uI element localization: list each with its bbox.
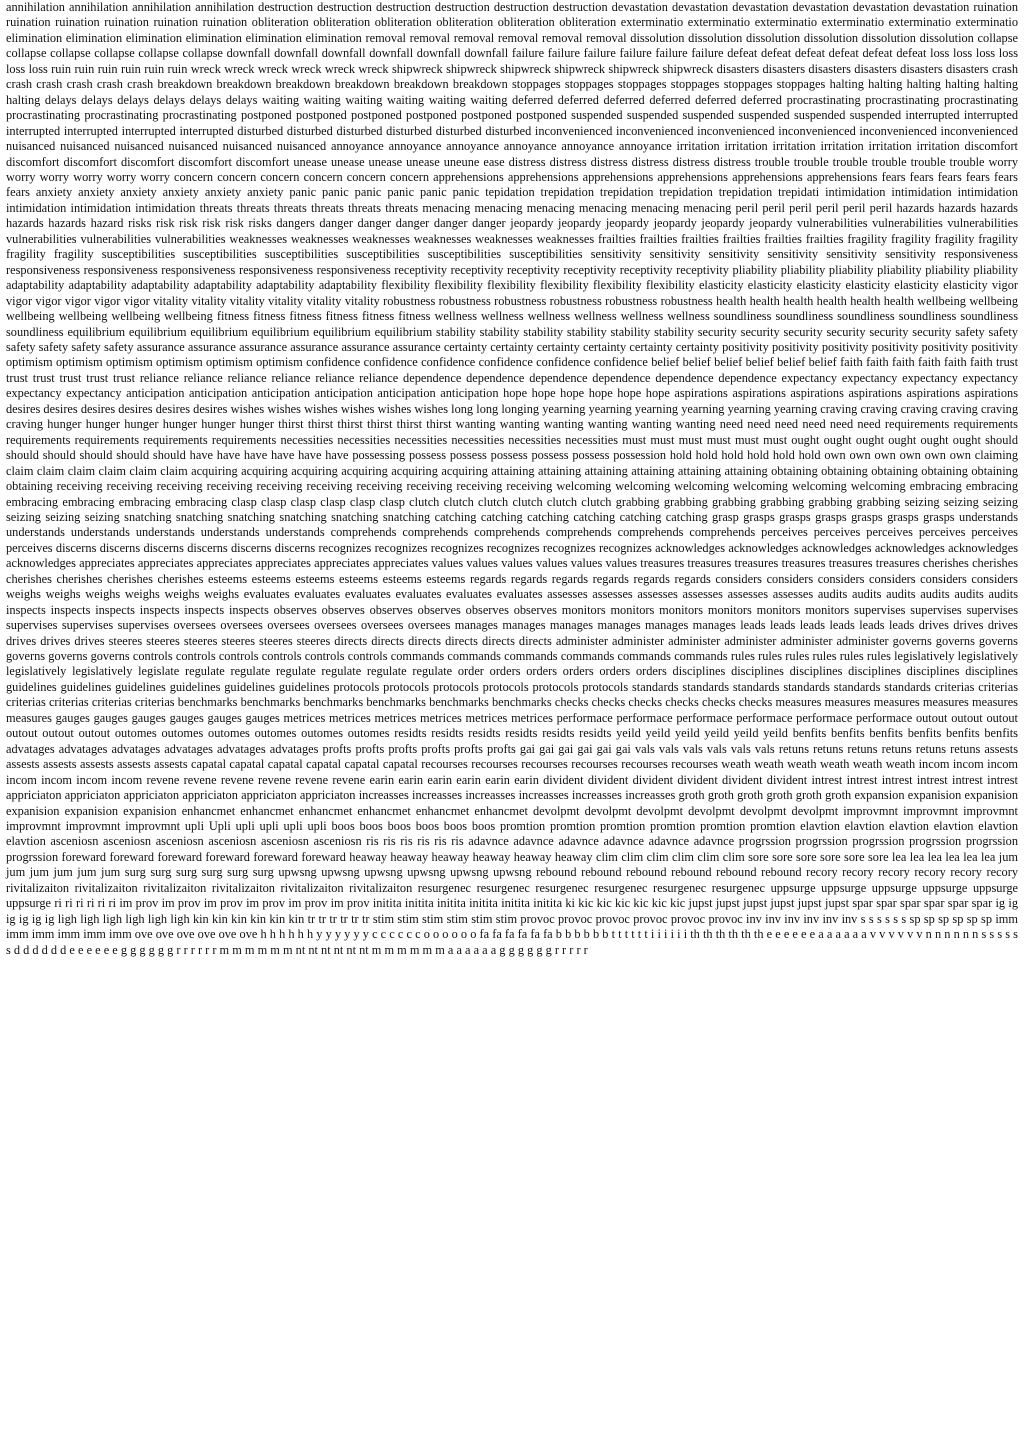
document-body-text: annihilation annihilation annihilation annihilation destruction destruction destruction destruction destruction destruction devastation devastation devastation devastation devastation devastation ruination ruination ruination ruination ruination ruination obliteration obliteration obliteration obliteration obliteration obliteration exterminatio exterminatio exterminatio exterminatio exterminatio exterminatio elimination elimination elimination elimination elimination elimination removal removal removal removal removal removal dissolution dissolution dissolution dissolution dissolution dissolution collapse collapse collapse collapse collapse collapse downfall downfall downfall downfall downfall downfall failure failure failure failure failure failure defeat defeat defeat defeat defeat defeat loss loss loss loss loss loss ruin ruin ruin ruin ruin ruin wreck wreck wreck wreck wreck wreck shipwreck shipwreck shipwreck shipwreck shipwreck shipwreck disasters disasters disasters disasters disasters disasters crash crash crash crash crash crash breakdown breakdown breakdown breakdown breakdown breakdown stoppages stoppages stoppages stoppages stoppages stoppages halting halting halting halting halting halting delays delays delays delays delays delays waiting waiting waiting waiting waiting waiting deferred deferred deferred deferred deferred deferred procrastinating procrastinating procrastinating procrastinating procrastinating procrastinating postponed postponed postponed postponed postponed postponed suspended suspended suspended suspended suspended suspended interrupted interrupted interrupted interrupted interrupted interrupted disturbed disturbed disturbed disturbed disturbed disturbed inconvenienced inconvenienced inconvenienced inconvenienced inconvenienced inconvenienced nuisanced nuisanced nuisanced nuisanced nuisanced nuisanced annoyance annoyance annoyance annoyance annoyance annoyance irritation irritation irritation irritation irritation irritation discomfort discomfort discomfort discomfort discomfort discomfort unease unease unease unease uneune ease distress distress distress distress distress distress trouble trouble trouble trouble trouble trouble worry worry worry worry worry worry concern concern concern concern concern concern apprehensions apprehensions apprehensions apprehensions apprehensions apprehensions fears fears fears fears fears fears anxiety anxiety anxiety anxiety anxiety anxiety panic panic panic panic panic panic tepidation trepidation trepidation trepidation trepidation trepidati intimidation intimidation intimidation intimidation intimidation intimidation threats threats threats threats threats threats menacing menacing menacing menacing menacing menacing peril peril peril peril peril peril hazards hazards hazards hazards hazards hazard risks risk risk risk risk risks dangers danger danger danger danger danger jeopardy jeopardy jeopardy jeopardy jeopardy jeopardy vulnerabilities vulnerabilities vulnerabilities vulnerabilities vulnerabilities vulnerabilities weaknesses weaknesses weaknesses weaknesses weaknesses weaknesses frailties frailties frailties frailties frailties frailties fragility fragility fragility fragility fragility fragility susceptibilities susceptibilities susceptibilities susceptibilities susceptibilities susceptibilities sensitivity sensitivity sensitivity sensitivity sensitivity sensitivity responsiveness responsiveness responsiveness responsiveness responsiveness responsiveness receptivity receptivity receptivity receptivity receptivity receptivity pliability pliability pliability pliability pliability pliability adaptability adaptability adaptability adaptability adaptability adaptability flexibility flexibility flexibility flexibility flexibility flexibility elasticity elasticity elasticity elasticity elasticity elasticity vigor vigor vigor vigor vigor vigor vitality vitality vitality vitality vitality vitality robustness robustness robustness robustness robustness robustness health health health health health health wellbeing wellbeing wellbeing wellbeing wellbeing wellbeing fitness fitness fitness fitness fitness fitness wellness wellness wellness wellness wellness wellness soundliness soundliness soundliness soundliness soundliness soundliness equilibrium equilibrium equilibrium equilibrium equilibrium equilibrium stability stability stability stability stability stability security security security security security security safety safety safety safety safety safety assurance assurance assurance assurance assurance assurance certainty certainty certainty certainty certainty certainty positivity positivity positivity positivity positivity positivity optimism optimism optimism optimism optimism optimism confidence confidence confidence confidence confidence confidence belief belief belief belief belief belief faith faith faith faith faith faith trust trust trust trust trust trust reliance reliance reliance reliance reliance reliance dependence dependence dependence dependence dependence dependence expectancy expectancy expectancy expectancy expectancy expectancy anticipation anticipation anticipation anticipation anticipation anticipation hope hope hope hope hope hope aspirations aspirations aspirations aspirations aspirations aspirations desires desires desires desires desires desires wishes wishes wishes wishes wishes wishes long long longing yearning yearning yearning yearning yearning yearning craving craving craving craving craving craving hunger hunger hunger hunger hunger hunger thirst thirst thirst thirst thirst thirst wanting wanting wanting wanting wanting wanting need need need need need need requirements requirements requirements requirements requirements requirements necessities necessities necessities necessities necessities necessities must must must must must must ought ought ought ought ought ought should should should should should should have have have have have have possessing possess possess possess possess possess possession hold hold hold hold hold hold own own own own own own claiming claim claim claim claim claim claim acquiring acquiring acquiring acquiring acquiring acquiring attaining attaining attaining attaining attaining attaining obtaining obtaining obtaining obtaining obtaining obtaining receiving receiving receiving receiving receiving receiving receiving receiving receiving receiving welcoming welcoming welcoming welcoming welcoming welcoming embracing embracing embracing embracing embracing embracing clasp clasp clasp clasp clasp clasp clutch clutch clutch clutch clutch clutch grabbing grabbing grabbing grabbing grabbing grabbing seizing seizing seizing seizing seizing seizing snatching snatching snatching snatching snatching snatching catching catching catching catching catching catching grasp grasps grasps grasps grasps grasps grasps understands understands understands understands understands understands comprehends comprehends comprehends comprehends comprehends comprehends perceives perceives perceives perceives perceives perceives discerns discerns discerns discerns discerns discerns recognizes recognizes recognizes recognizes recognizes recognizes acknowledges acknowledges acknowledges acknowledges acknowledges acknowledges appreciates appreciates appreciates appreciates appreciates appreciates values values values values values values treasures treasures treasures treasures treasures treasures cherishes cherishes cherishes cherishes cherishes cherishes esteems esteems esteems esteems esteems esteems regards regards regards regards regards regards considers considers considers considers considers considers weighs weighs weighs weighs weighs weighs evaluates evaluates evaluates evaluates evaluates evaluates assesses assesses assesses assesses assesses assesses audits audits audits audits audits audits inspects inspects inspects inspects inspects inspects observes observes observes observes observes observes monitors monitors monitors monitors monitors monitors supervises supervises supervises supervises supervises supervises oversees oversees oversees oversees oversees oversees manages manages manages manages manages manages leads leads leads leads leads leads drives drives drives drives drives drives steeres steeres steeres steeres steeres steeres directs directs directs directs directs directs administer administer administer administer administer administer governs governs governs governs governs governs controls controls controls controls controls controls commands commands commands commands commands commands rules rules rules rules rules rules legislatively legislatively legislatively legislatively legislate regulate regulate regulate regulate regulate regulate order orders orders orders orders orders disciplines disciplines disciplines disciplines disciplines disciplines guidelines guidelines guidelines guidelines guidelines guidelines protocols protocols protocols protocols protocols protocols standards standards standards standards standards standards criterias criterias criterias criterias criterias criterias benchmarks benchmarks benchmarks benchmarks benchmarks benchmarks checks checks checks checks checks checks measures measures measures measures measures measures gauges gauges gauges gauges gauges gauges metrices metrices metrices metrices metrices metrices performace performace performace performace performace performace outout outout outout outout outout outout outomes outomes outomes outomes outomes outomes residts residts residts residts residts residts yeild yeild yeild yeild yeild yeild benfits benfits benfits benfits benfits benfits advatages advatages advatages advatages advatages advatages profts profts profts profts profts profts gai gai gai gai gai gai vals vals vals vals vals vals retuns retuns retuns retuns retuns retuns assests assests assests assests assests assests capatal capatal capatal capatal capatal capatal recourses recourses recourses recourses recourses recourses weath weath weath weath weath weath incom incom incom incom incom incom incom revene revene revene revene revene revene earin earin earin earin earin earin divident divident divident divident divident divident intrest intrest intrest intrest intrest intrest appriciaton appriciaton appriciaton appriciaton appriciaton appriciaton increasses increasses increasses increasses increasses increasses groth groth groth groth groth groth expansion expanision expanision expanision expanision expanision enhancmet enhancmet enhancmet enhancmet enhancmet enhancmet devolpmt devolpmt devolpmt devolpmt devolpmt devolpmt improvmnt improvmnt improvmnt improvmnt improvmnt improvmnt upli Upli upli upli upli upli boos boos boos boos boos boos promtion promtion promtion promtion promtion promtion elavtion elavtion elavtion elavtion elavtion elavtion asceniosn asceniosn asceniosn asceniosn asceniosn asceniosn ris ris ris ris ris ris adavnce adavnce adavnce adavnce adavnce adavnce progrssion progrssion progrssion progrssion progrssion progrssion foreward foreward foreward foreward foreward foreward heaway heaway heaway heaway heaway heaway clim clim clim clim clim clim sore sore sore sore sore sore lea lea lea lea lea lea jum jum jum jum jum jum surg surg surg surg surg surg upwsng upwsng upwsng upwsng upwsng upwsng rebound rebound rebound rebound rebound rebound recory recory recory recory recory recory rivitalizaiton rivitalizaiton rivitalizaiton rivitalizaiton rivitalizaiton rivitalizaiton resurgenec resurgenec resurgenec resurgenec resurgenec resurgenec uppsurge uppsurge uppsurge uppsurge uppsurge uppsurge ri ri ri ri ri ri im prov im prov im prov im prov im prov im prov initita initita initita initita initita initita ki kic kic kic kic kic kic jupst jupst jupst jupst jupst jupst spar spar spar spar spar spar ig ig ig ig ig ig ligh ligh ligh ligh ligh ligh kin kin kin kin kin kin tr tr tr tr tr tr stim stim stim stim stim stim provoc provoc provoc provoc provoc provoc inv inv inv inv inv inv s s s s s s sp sp sp sp sp sp imm imm imm imm imm imm ove ove ove ove ove ove h h h h h h y y y y y y c c c c c c o o o o o o fa fa fa fa fa fa b b b b b b t t t t t t i i i i i i th th th th th th e e e e e e a a a a a a v v v v v v n n n n n n s s s s s s d d d d d d e e e e e e g g g g g g r r r r r r m m m m m m nt nt nt nt nt nt m m m m m m a a a a a a g g g g g g r r r r r	[6, 0, 1018, 957]
